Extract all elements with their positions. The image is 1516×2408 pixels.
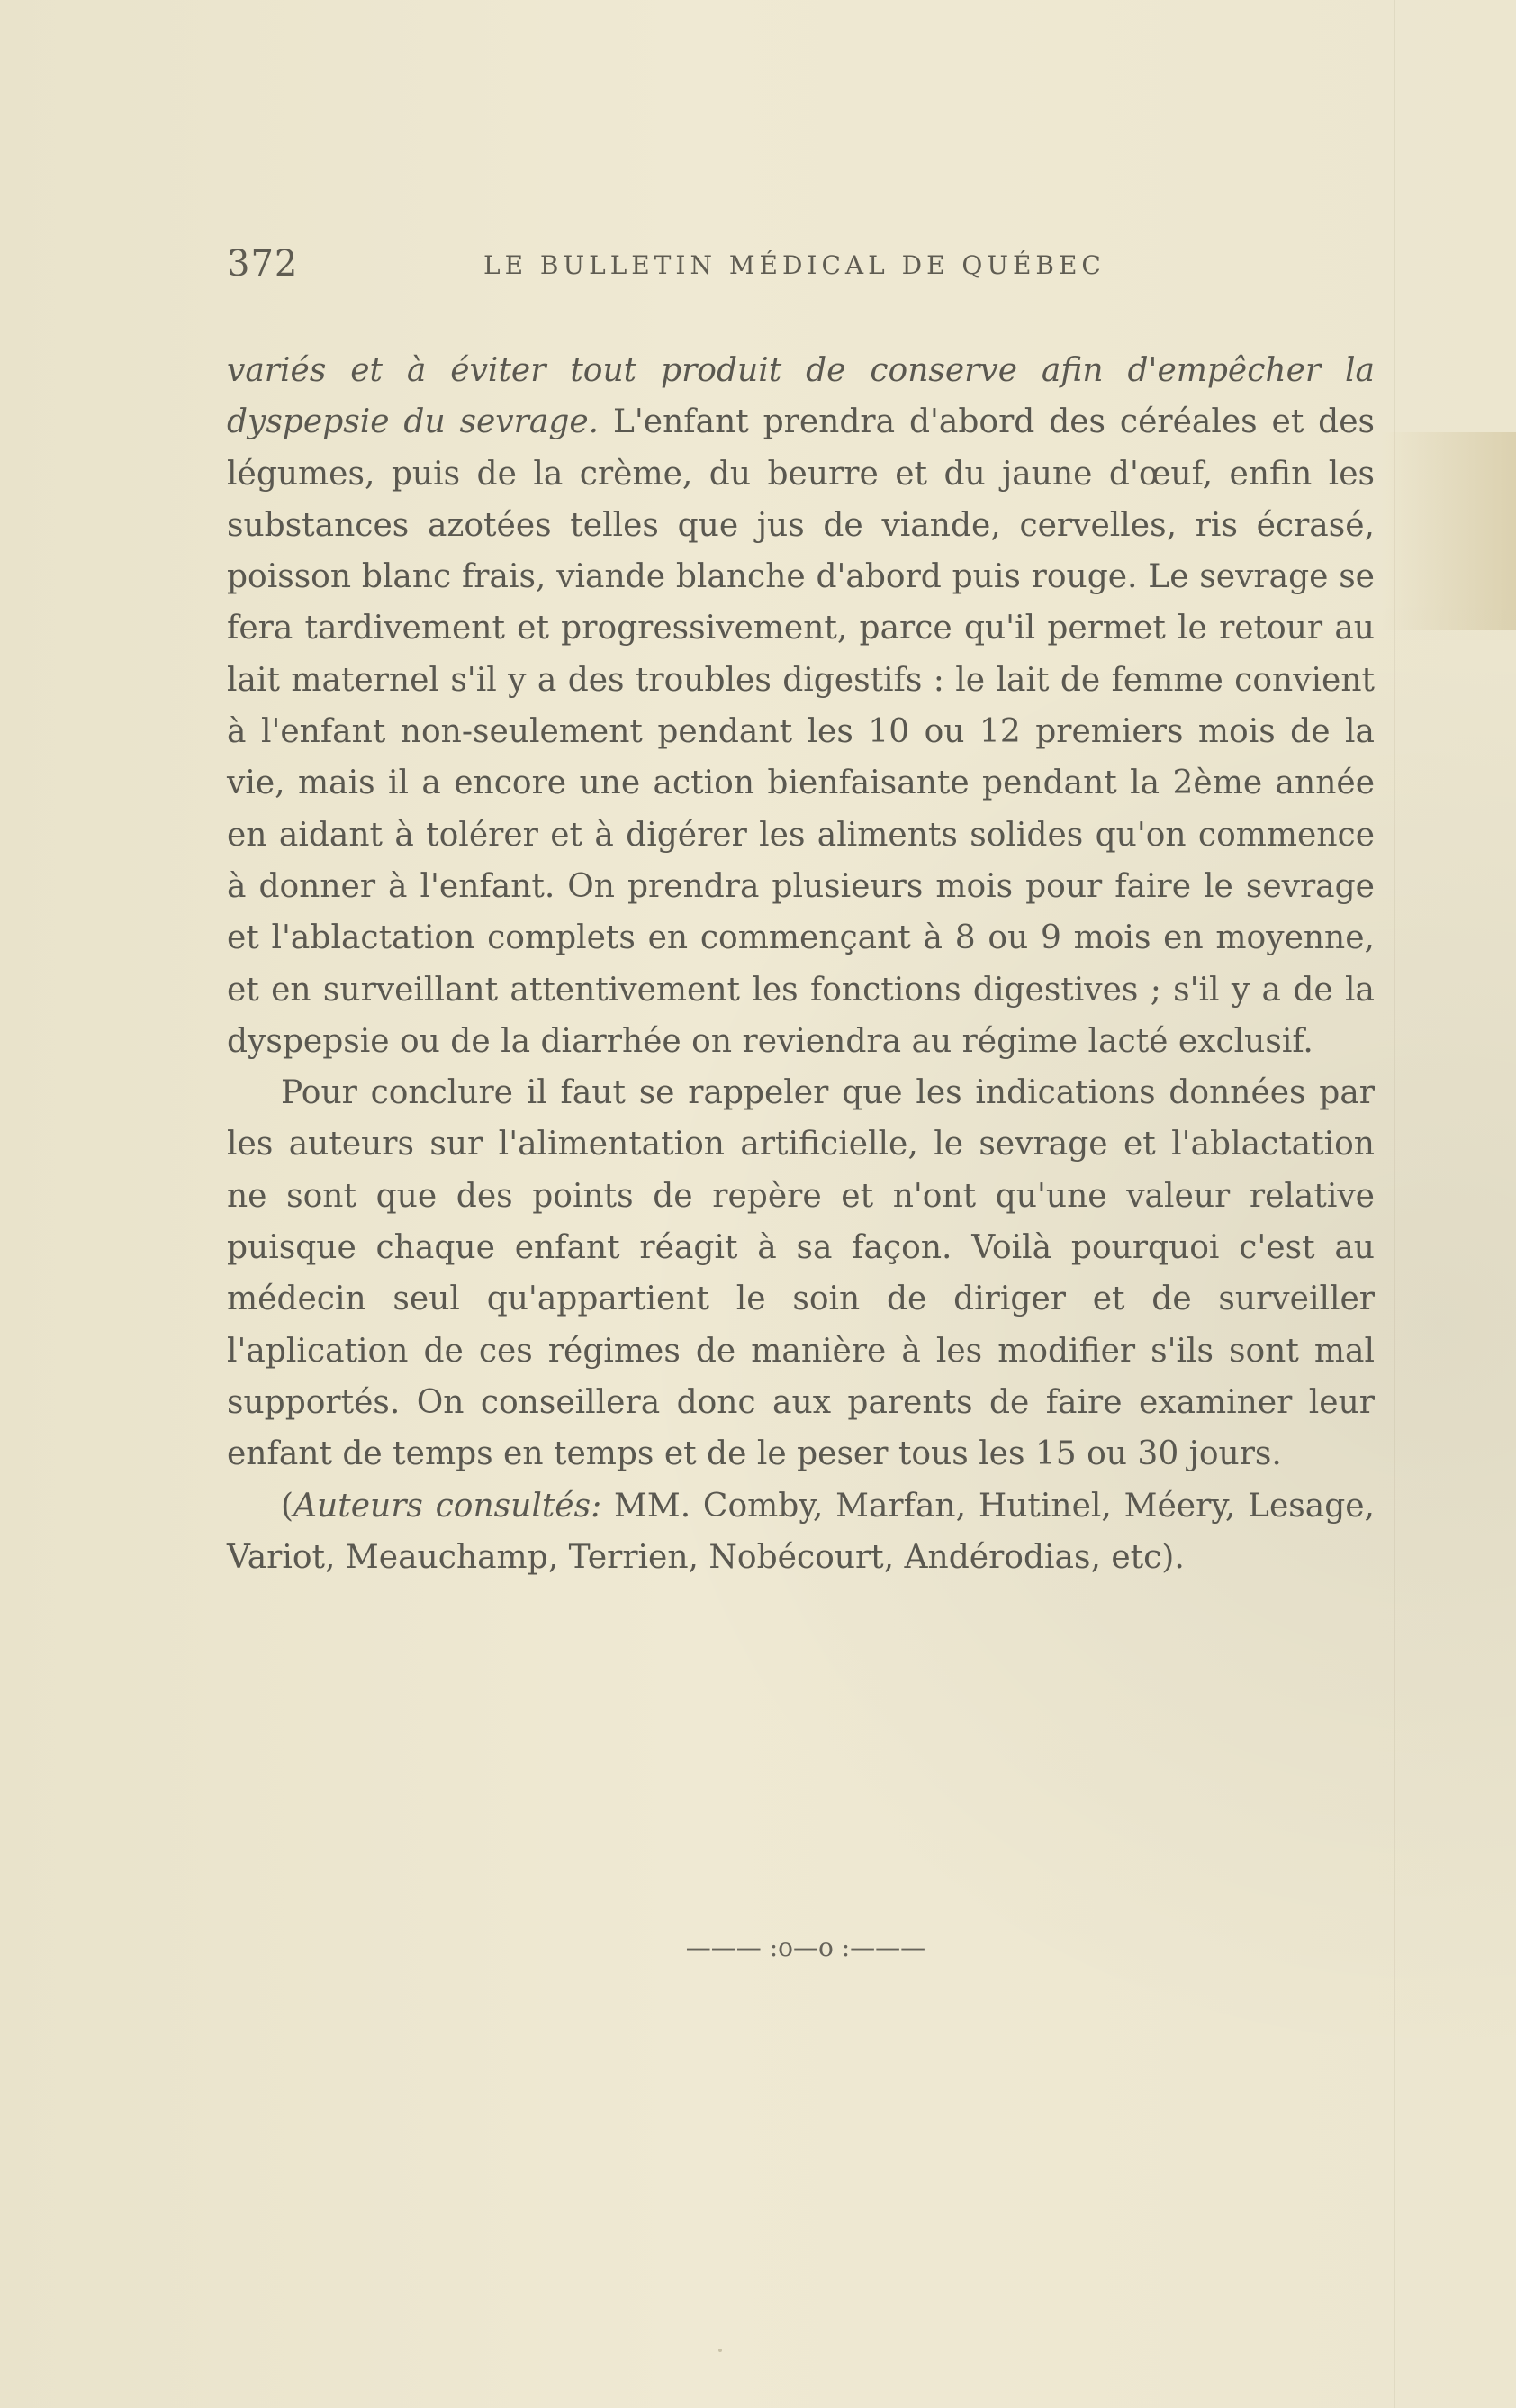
paper-speck bbox=[718, 2349, 722, 2352]
running-head: LE BULLETIN MÉDICAL DE QUÉBEC bbox=[483, 250, 1105, 280]
paragraph-conclusion bbox=[227, 1067, 1375, 1480]
page-header bbox=[227, 243, 1172, 288]
paragraph-italic-lead: variés et à éviter tout produit de conserve afin d'empêcher la dyspepsie du sevrage. bbox=[227, 352, 1375, 441]
paragraph-references bbox=[227, 1480, 1375, 1584]
page-fold-line bbox=[1394, 0, 1395, 2408]
section-end-ornament: ——— :o—o :——— bbox=[685, 1933, 926, 1962]
paragraph-text: L'enfant prendra d'abord des céréales et des légumes, puis de la crème, du beurre et du jaune d'œuf, enfin les substances azotées telles que jus de viande, cervelles, ris écrasé, poisson blanc frais, viande blanche d'abord puis rouge. Le sevrage se fera tardivement et progressivement, parce qu'il permet le retour au lait maternel s'il y a des troubles digestifs : le lait de femme convient à l'enfant non-seulement pendant les 10 ou 12 premiers mois de la vie, mais il a encore une action bienfaisante pendant la 2ème année en aidant à tolérer et à digérer les aliments solides qu'on commence à donner à l'enfant. On prendra plusieurs mois pour faire le sevrage et l'ablactation complets en commençant à 8 ou 9 mois en moyenne, et en surveillant attentivement les fonctions digestives ; s'il y a de la dyspepsie ou de la diarrhée on reviendra au régime lacté exclusif. bbox=[227, 403, 1375, 1060]
references-label: Auteurs consultés: bbox=[293, 1487, 602, 1525]
page-number: 372 bbox=[227, 243, 299, 285]
references-authors: MM. Comby, Marfan, Hutinel, Méery, Lesage, Variot, Meauchamp, Terrien, Nobécourt, Andérodias, etc). bbox=[227, 1487, 1375, 1576]
article-body bbox=[227, 345, 1375, 1583]
paragraph-weaning bbox=[227, 345, 1375, 1067]
references-open-paren: ( bbox=[281, 1487, 294, 1525]
paper-stain bbox=[1381, 432, 1516, 630]
paragraph-text: Pour conclure il faut se rappeler que les indications données par les auteurs sur l'alimentation artificielle, le sevrage et l'ablactation ne sont que des points de repère et n'ont qu'une valeur relative puisque chaque enfant réagit à sa façon. Voilà pourquoi c'est au médecin seul qu'appartient le soin de diriger et de surveiller l'aplication de ces régimes de manière à les modifier s'ils sont mal supportés. On conseillera donc aux parents de faire examiner leur enfant de temps en temps et de le peser tous les 15 ou 30 jours. bbox=[227, 1074, 1375, 1473]
